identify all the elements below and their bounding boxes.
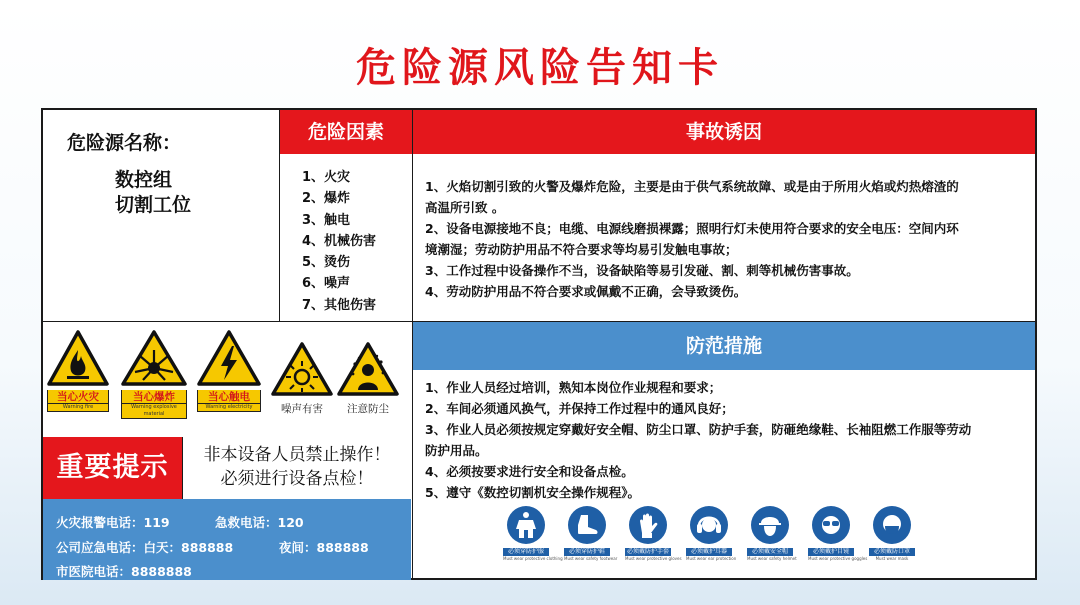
ppe-sign-shoes — [564, 506, 618, 562]
hazard-factor-item: 4、机械伤害 — [302, 233, 377, 249]
risk-card — [41, 108, 1037, 580]
protective-gloves-icon — [635, 511, 661, 539]
fire-warning-icon — [47, 330, 109, 386]
hospital-phone: 市医院电话：8888888 — [56, 564, 192, 579]
contact-info-box — [43, 499, 411, 580]
important-notice-line2: 必须进行设备点检！ — [220, 469, 374, 489]
ppe-sign-sublabel: Must wear safety helmet — [747, 556, 797, 561]
page-title: 危险源风险告知卡 — [356, 45, 724, 91]
warning-sign-sublabel: Warning fire — [47, 404, 109, 412]
ppe-sign-clothing — [503, 506, 563, 562]
hazard-source-label: 危险源名称： — [67, 132, 182, 154]
ppe-sign-sublabel: Must wear protective gloves — [625, 556, 682, 561]
ppe-sign-sublabel: Must wear safety footwear — [564, 556, 618, 561]
accident-cause-line: 境潮湿；劳动防护用品不符合要求等均易引发触电事故； — [425, 242, 738, 257]
mask-icon — [878, 512, 906, 538]
hazard-source-cell — [43, 110, 279, 321]
accident-cause-line: 高温所引致 。 — [425, 200, 505, 215]
accident-cause-line: 2、设备电源接地不良；电缆、电源线磨损裸露；照明行灯未使用符合要求的安全电压：空间内环 — [425, 221, 959, 236]
warnings-cell — [43, 321, 412, 580]
ear-protection-icon — [695, 512, 723, 538]
ppe-sign-gloves — [625, 506, 682, 562]
warning-sign-explosion — [121, 330, 187, 419]
ppe-signs-row — [503, 506, 923, 576]
hazard-factor-item: 7、其他伤害 — [302, 297, 377, 313]
precaution-line: 防护用品。 — [425, 443, 488, 458]
warning-signs-row — [43, 322, 412, 437]
first-aid-phone: 急救电话：120 — [215, 515, 304, 530]
warning-sign-label: 当心爆炸 — [121, 390, 187, 404]
hazard-factors-cell — [279, 110, 412, 321]
accident-causes-list — [425, 176, 1035, 302]
ppe-sign-label: 必须戴安全帽 — [747, 548, 793, 556]
hazard-factor-item: 1、火灾 — [302, 170, 351, 185]
precaution-line: 1、作业人员经过培训，熟知本岗位作业规程和要求； — [425, 380, 722, 395]
warning-sign-label: 注意防尘 — [347, 403, 389, 415]
explosion-warning-icon — [121, 330, 187, 386]
important-notice-label: 重要提示 — [43, 437, 182, 499]
warning-sign-sublabel: Warning electricity — [197, 404, 261, 412]
accident-cause-line: 1、火焰切割引致的火警及爆炸危险，主要是由于供气系统故障、或是由于所用火焰或灼热熔渣的 — [425, 179, 959, 194]
warning-sign-electric — [197, 330, 261, 412]
warning-sign-fire — [47, 330, 109, 412]
ppe-sign-sublabel: Must wear ear protection — [686, 556, 737, 561]
noise-warning-icon — [271, 342, 333, 396]
precaution-line: 4、必须按要求进行安全和设备点检。 — [425, 464, 634, 479]
warning-sign-label: 当心触电 — [197, 390, 261, 404]
safety-helmet-icon — [756, 512, 784, 538]
warning-sign-dust — [337, 342, 399, 416]
dust-warning-icon — [337, 342, 399, 396]
ppe-sign-label: 必须穿防护鞋 — [564, 548, 610, 556]
ppe-sign-helmet — [747, 506, 797, 562]
warning-sign-label: 噪声有害 — [281, 403, 323, 415]
ppe-sign-mask — [869, 506, 915, 562]
precautions-cell — [412, 321, 1035, 580]
ppe-sign-sublabel: Must wear protective clothing — [503, 556, 563, 561]
warning-sign-noise — [271, 342, 333, 416]
precaution-line: 3、作业人员必须按规定穿戴好安全帽、防尘口罩、防护手套，防砸绝缘鞋、长袖阻燃工作服等劳动 — [425, 422, 972, 437]
hazard-source-name-line1: 数控组 — [115, 169, 173, 191]
hazard-factor-item: 5、烫伤 — [302, 255, 351, 271]
ppe-sign-label: 必须戴防口罩 — [869, 548, 915, 556]
ppe-sign-goggles — [808, 506, 868, 562]
accident-cause-line: 4、劳动防护用品不符合要求或佩戴不正确，会导致烫伤。 — [425, 284, 747, 299]
hazard-source-name-line2: 切割工位 — [115, 194, 192, 216]
protective-shoes-icon — [574, 512, 600, 538]
hazard-source-name — [115, 168, 191, 218]
fire-alarm-phone: 火灾报警电话：119 — [56, 515, 170, 530]
ppe-sign-label: 必须穿防护服 — [503, 548, 549, 556]
precaution-line: 5、遵守《数控切割机安全操作规程》。 — [425, 485, 640, 500]
important-notice-line1: 非本设备人员禁止操作！ — [203, 445, 391, 465]
company-day-phone: 公司应急电话：白天：888888 — [56, 540, 234, 555]
precaution-line: 2、车间必须通风换气，并保持工作过程中的通风良好； — [425, 401, 734, 416]
hazard-factors-list — [302, 167, 376, 316]
ppe-sign-label: 必须戴防护手套 — [626, 548, 669, 555]
accident-causes-cell — [412, 110, 1035, 321]
accident-cause-line: 3、工作过程中设备操作不当，设备缺陷等易引发碰、割、刺等机械伤害事故。 — [425, 263, 859, 278]
protective-clothing-icon — [513, 511, 539, 539]
ppe-sign-label: 必须戴护目镜 — [808, 548, 854, 556]
hazard-factor-item: 3、触电 — [302, 212, 351, 228]
protective-goggles-icon — [817, 512, 845, 538]
precautions-list — [425, 377, 1035, 503]
hazard-factor-item: 6、噪声 — [302, 276, 351, 292]
warning-sign-sublabel: Warning explosive material — [121, 404, 187, 419]
company-night-phone: 夜间：888888 — [279, 540, 369, 555]
hazard-factors-header: 危险因素 — [280, 110, 412, 154]
ppe-sign-sublabel: Must wear mask — [875, 556, 909, 561]
ppe-sign-label: 必须戴护耳器 — [686, 548, 732, 556]
ppe-sign-ear — [686, 506, 737, 562]
precautions-header: 防范措施 — [413, 322, 1035, 370]
warning-sign-label: 当心火灾 — [47, 390, 109, 404]
important-notice-text — [182, 437, 411, 499]
ppe-sign-sublabel: Must wear protective goggles — [808, 556, 868, 561]
hazard-factor-item: 2、爆炸 — [302, 191, 351, 207]
electric-warning-icon — [197, 330, 261, 386]
accident-causes-header: 事故诱因 — [413, 110, 1035, 154]
